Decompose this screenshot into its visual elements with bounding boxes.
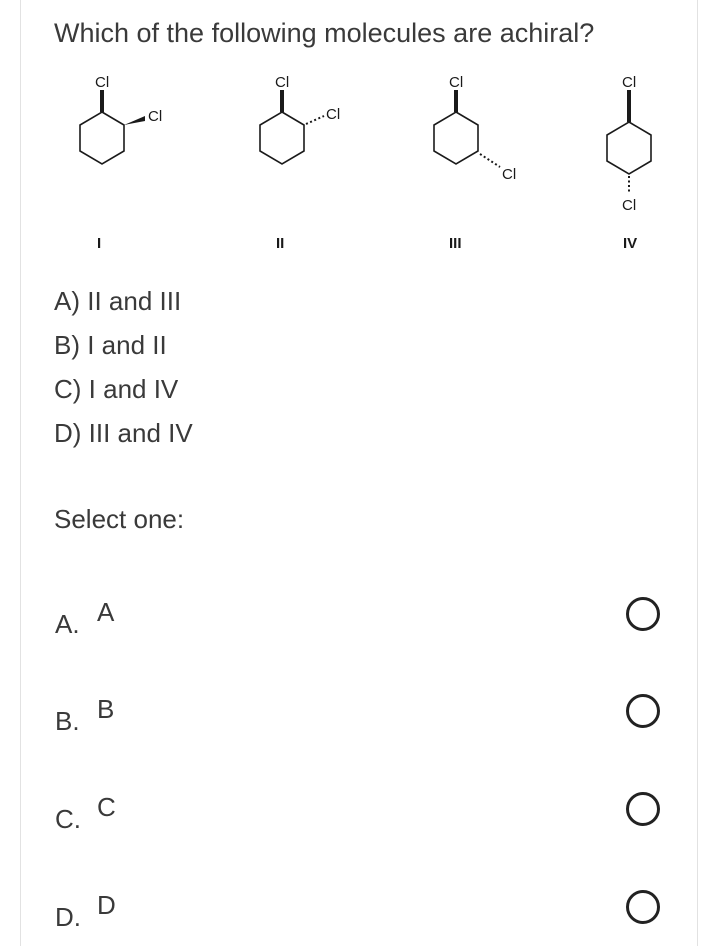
- molecules-figure: [60, 66, 680, 266]
- molecule-ii: [260, 74, 340, 252]
- statement-option: A) II and III: [54, 286, 182, 316]
- statement-option: D) III and IV: [54, 418, 193, 448]
- choice-d-letter: D.: [55, 902, 81, 932]
- choice-b[interactable]: [0, 690, 708, 750]
- molecule-iv-cl-top: Cl: [622, 74, 637, 91]
- question-text: Which of the following molecules are achiral?: [54, 18, 595, 48]
- choice-a-radio[interactable]: [626, 597, 660, 631]
- molecule-ii-cl-top: Cl: [275, 74, 290, 91]
- choice-d-text: D: [97, 890, 116, 920]
- molecule-i-label: I: [97, 235, 102, 252]
- choice-d[interactable]: [0, 886, 708, 946]
- choice-c-radio[interactable]: [626, 792, 660, 826]
- molecule-i-cl-top: Cl: [95, 74, 110, 91]
- molecule-iv: [607, 74, 651, 252]
- choice-c[interactable]: [0, 788, 708, 848]
- molecule-i-cl-side: Cl: [148, 108, 163, 125]
- choice-b-radio[interactable]: [626, 694, 660, 728]
- statement-option: C) I and IV: [54, 374, 179, 404]
- choice-c-text: C: [97, 792, 116, 822]
- choice-b-letter: B.: [55, 706, 80, 736]
- molecule-iii-cl-side: Cl: [502, 166, 517, 183]
- choice-d-radio[interactable]: [626, 890, 660, 924]
- choice-b-text: B: [97, 694, 115, 724]
- molecule-iv-cl-bottom: Cl: [622, 197, 637, 214]
- choice-a-letter: A.: [55, 609, 80, 639]
- molecule-ii-label: II: [276, 235, 285, 252]
- select-one-prompt: Select one:: [54, 504, 185, 534]
- molecule-iii-label: III: [449, 235, 462, 252]
- molecule-iv-label: IV: [623, 235, 638, 252]
- molecule-iii: [434, 74, 516, 252]
- choice-c-letter: C.: [55, 804, 81, 834]
- statement-options: [54, 279, 193, 455]
- statement-option: B) I and II: [54, 330, 167, 360]
- molecule-ii-cl-side: Cl: [326, 106, 341, 123]
- choice-a[interactable]: [0, 593, 708, 653]
- molecule-i: [80, 74, 162, 252]
- choice-a-text: A: [97, 597, 115, 627]
- molecule-iii-cl-top: Cl: [449, 74, 464, 91]
